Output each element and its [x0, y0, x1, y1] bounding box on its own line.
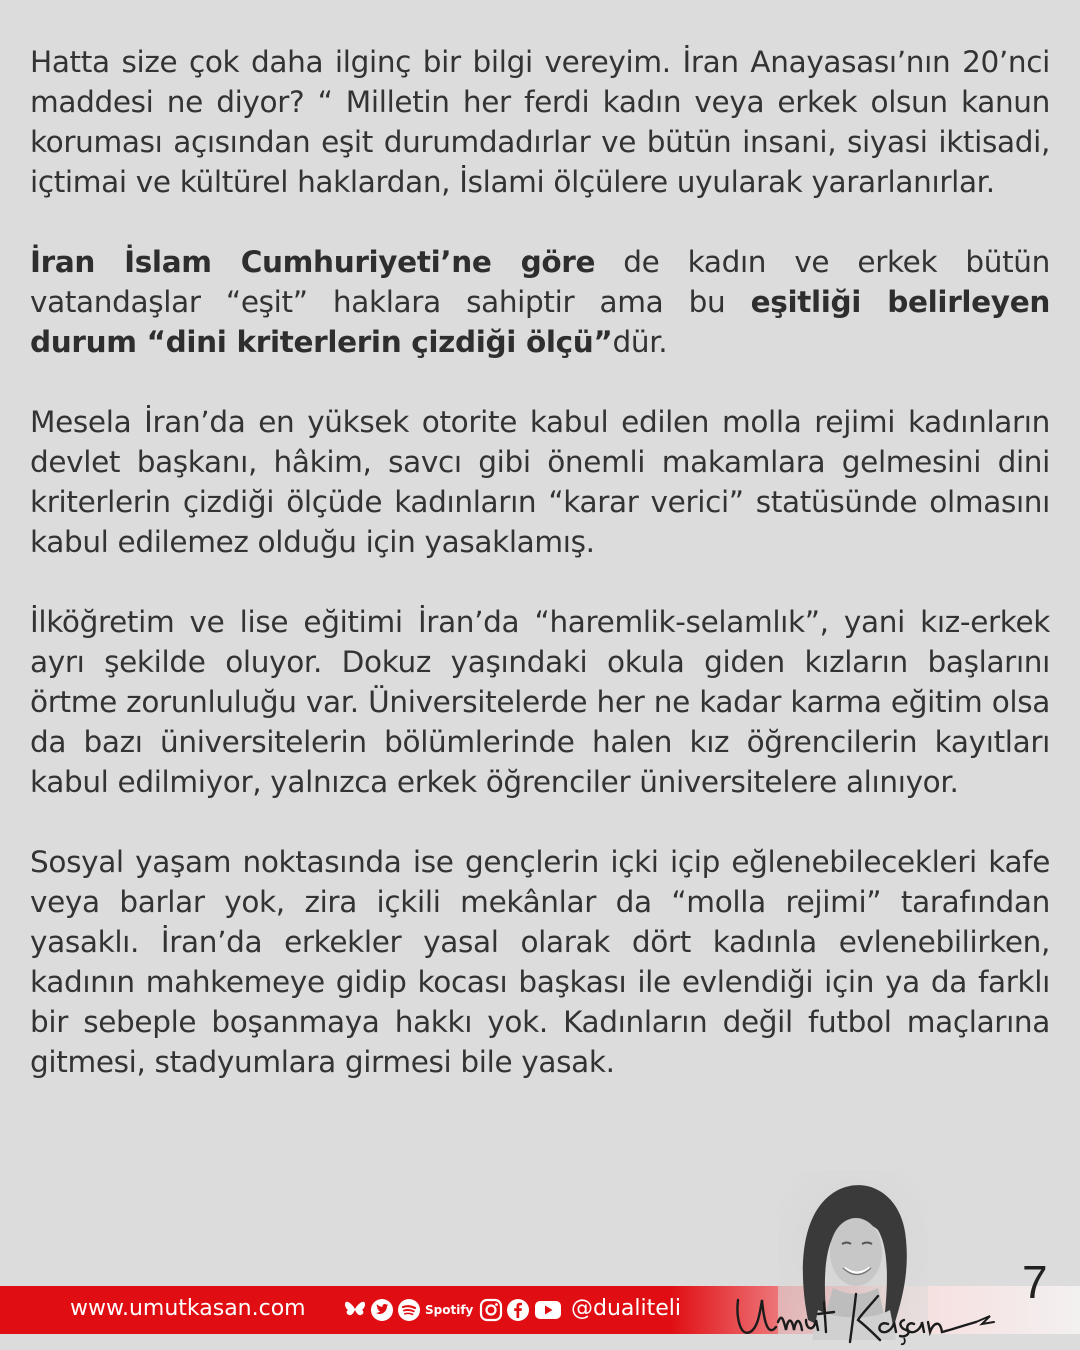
social-handle[interactable]: @dualiteli	[571, 1296, 681, 1321]
article-body	[30, 42, 1050, 1122]
website-link[interactable]: www.umutkasan.com	[70, 1296, 306, 1321]
social-icons	[343, 1296, 566, 1324]
paragraph-5-text: Sosyal yaşam noktasında ise gençlerin içki içip eğlenebilecekleri kafe veya barlar yok, zira içkili mekânlar da “molla rejimi” tarafından yasaklı. İran’da erkekler yasal olarak dört kadınla evlenebilirken, kadının mahkemeye gidip kocası başkası ile evlendiği için ya da farklı bir sebeple boşanmaya hakkı yok. Kadınların değil futbol maçlarına gitmesi, stadyumlara girmesi bile yasak.	[30, 845, 1050, 1079]
paragraph-2-bold-1: İran İslam Cumhuriyeti’ne göre	[30, 245, 596, 279]
youtube-icon[interactable]	[533, 1298, 563, 1322]
bluesky-icon[interactable]	[343, 1298, 367, 1322]
paragraph-1-text: Hatta size çok daha ilginç bir bilgi vereyim. İran Anayasası’nın 20’nci maddesi ne diyor? “ Milletin her ferdi kadın veya erkek olsun kanun koruması açısından eşit durumdadırlar ve bütün insani, siyasi iktisadi, içtimai ve kültürel haklardan, İslami ölçülere uyularak yararlanırlar.	[30, 45, 1050, 199]
paragraph-1	[30, 42, 1050, 202]
author-signature	[728, 1282, 1003, 1350]
spotify-icon[interactable]	[397, 1298, 421, 1322]
paragraph-4-text: İlköğretim ve lise eğitimi İran’da “haremlik-selamlık”, yani kız-erkek ayrı şekilde oluyor. Dokuz yaşındaki okula giden kızların başlarını örtme zorunluluğu var. Üniversitelerde her ne kadar karma eğitim olsa da bazı üniversitelerin bölümlerinde halen kız öğrencilerin kayıtları kabul edilmiyor, yalnızca erkek öğrenciler üniversitelere alınıyor.	[30, 605, 1050, 799]
paragraph-3-text: Mesela İran’da en yüksek otorite kabul edilen molla rejimi kadınların devlet başkanı, hâkim, savcı gibi önemli makamlara gelmesini dini kriterlerin çizdiği ölçüde kadınların “karar verici” statüsünde olmasını kabul edilemez olduğu için yasaklamış.	[30, 405, 1050, 559]
twitter-icon[interactable]	[370, 1298, 394, 1322]
facebook-icon[interactable]	[506, 1298, 530, 1322]
paragraph-2-bold-2: eşitliği belirleyen durum “dini kriterlerin çizdiği ölçü”	[30, 285, 1050, 359]
paragraph-3	[30, 402, 1050, 562]
paragraph-4	[30, 602, 1050, 802]
paragraph-2	[30, 242, 1050, 362]
instagram-icon[interactable]	[479, 1298, 503, 1322]
spotify-label: Spotify	[425, 1303, 474, 1317]
page-number: 7	[1022, 1256, 1048, 1308]
paragraph-5	[30, 842, 1050, 1082]
paragraph-2-text-1: de kadın ve erkek bütün vatandaşlar “eşit” haklara sahiptir ama bu	[30, 245, 1050, 319]
paragraph-2-text-2: dür.	[612, 325, 668, 359]
